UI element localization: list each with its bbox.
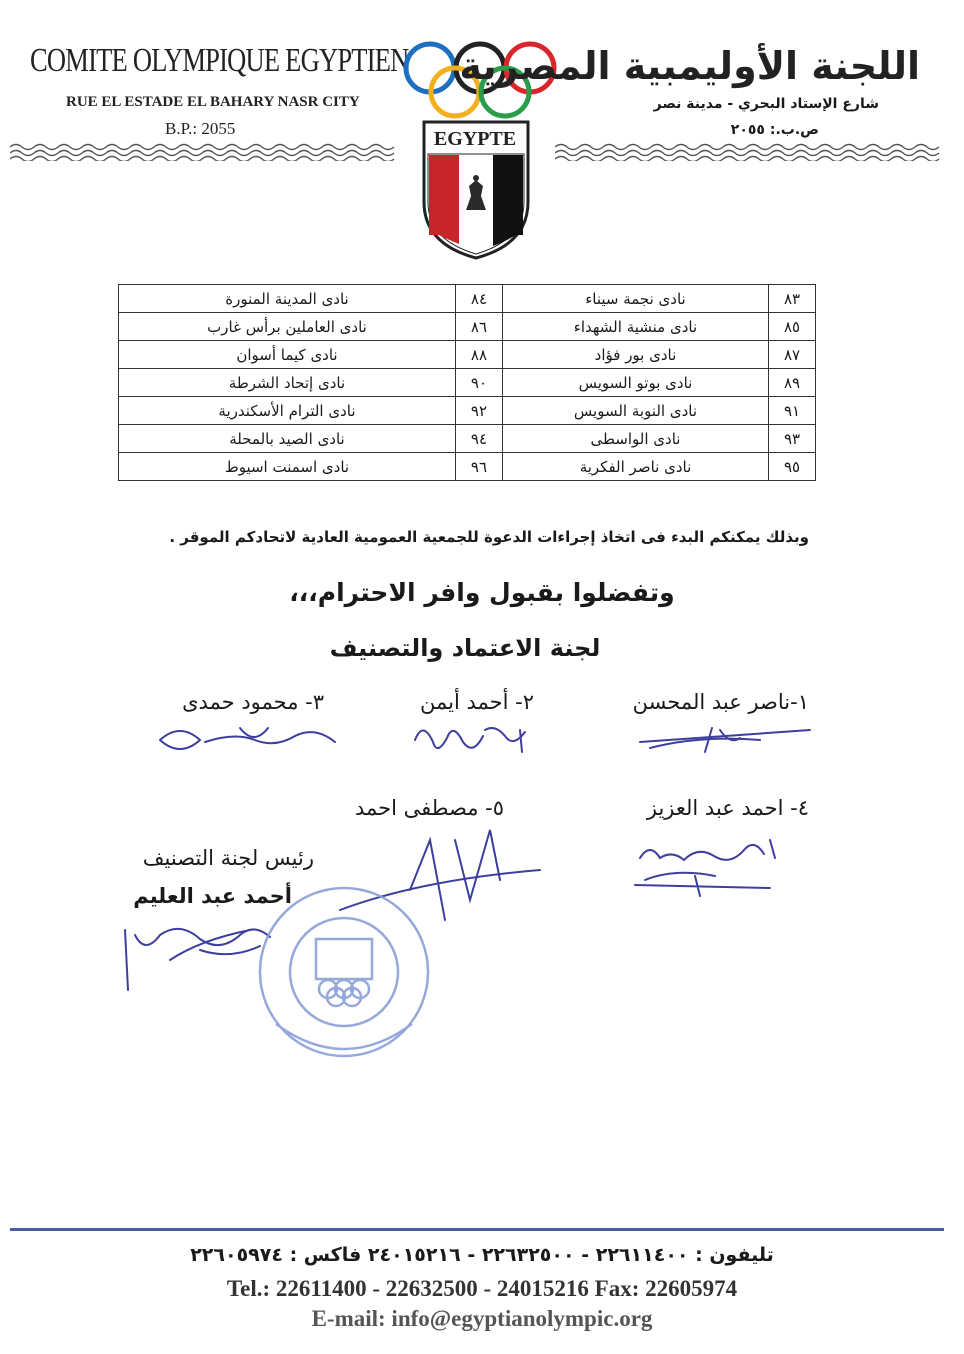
club-name: نادى ناصر الفكرية (502, 453, 768, 481)
club-number: ٨٤ (455, 285, 502, 313)
signatory-2-name: ٢- أحمد أيمن (420, 690, 534, 714)
emblem-label: EGYPTE (433, 128, 517, 150)
club-number: ٩٦ (455, 453, 502, 481)
instruction-text: وبذلك يمكنكم البدء فى اتخاذ إجراءات الدعوة للجمعية العمومية العادية لاتحادكم الموقر . (169, 528, 809, 546)
french-po-box: B.P.: 2055 (165, 119, 236, 138)
club-name: نادى الترام الأسكندرية (119, 397, 456, 425)
club-name: نادى كيما أسوان (119, 341, 456, 369)
footer-phone-fax: Tel.: 22611400 - 22632500 - 24015216 Fax: 22605974 (226, 1276, 738, 1301)
club-number: ٨٨ (455, 341, 502, 369)
chair-title: رئيس لجنة التصنيف (142, 846, 314, 870)
club-name: نادى الصيد بالمحلة (119, 425, 456, 453)
club-name: نادى اسمنت اسيوط (119, 453, 456, 481)
committee-name: لجنة الاعتماد والتصنيف (329, 634, 601, 662)
club-number: ٩٤ (455, 425, 502, 453)
club-name: نادى المدينة المنورة (119, 285, 456, 313)
club-number: ٩٥ (769, 453, 816, 481)
club-number: ٩٣ (769, 425, 816, 453)
arabic-org-name: اللجنة الأوليمبية المصرية (459, 44, 920, 88)
club-number: ٨٩ (769, 369, 816, 397)
club-name: نادى منشية الشهداء (502, 313, 768, 341)
club-number: ٩٢ (455, 397, 502, 425)
signatory-4-name: ٤- احمد عبد العزيز (646, 796, 809, 820)
club-name: نادى النوبة السويس (502, 397, 768, 425)
club-name: نادى بوتو السويس (502, 369, 768, 397)
signatory-1-name: ١-ناصر عبد المحسن (632, 690, 809, 714)
committee-stamp-seal (254, 884, 434, 1060)
club-number: ٨٦ (455, 313, 502, 341)
signatory-3-name: ٣- محمود حمدى (182, 690, 324, 714)
chair-name: أحمد عبد العليم (133, 884, 292, 908)
club-name: نادى الواسطى (502, 425, 768, 453)
french-address: RUE EL ESTADE EL BAHARY NASR CITY (66, 94, 360, 110)
footer-divider (10, 1228, 944, 1231)
club-number: ٩٠ (455, 369, 502, 397)
club-number: ٨٣ (769, 285, 816, 313)
footer-email: E-mail: info@egyptianolympic.org (311, 1306, 653, 1331)
french-org-name: COMITE OLYMPIQUE EGYPTIEN (30, 42, 409, 79)
arabic-po-box: ص.ب.: ٢٠٥٥ (730, 122, 819, 138)
arabic-address: شارع الإستاد البحري - مدينة نصر (653, 96, 879, 112)
club-number: ٨٥ (769, 313, 816, 341)
club-name: نادى نجمة سيناء (502, 285, 768, 313)
footer-arabic-contacts: تليفون : ٢٢٦١١٤٠٠ - ٢٢٦٣٢٥٠٠ - ٢٤٠١٥٢١٦ فاكس : ٢٢٦٠٥٩٧٤ (190, 1244, 774, 1266)
signatory-5-name: ٥- مصطفى احمد (354, 796, 504, 820)
club-number: ٨٧ (769, 341, 816, 369)
club-number: ٩١ (769, 397, 816, 425)
closing-regards: وتفضلوا بقبول وافر الاحترام،،، (289, 578, 675, 607)
club-name: نادى بور فؤاد (502, 341, 768, 369)
club-name: نادى العاملين برأس غارب (119, 313, 456, 341)
club-name: نادى إتحاد الشرطة (119, 369, 456, 397)
